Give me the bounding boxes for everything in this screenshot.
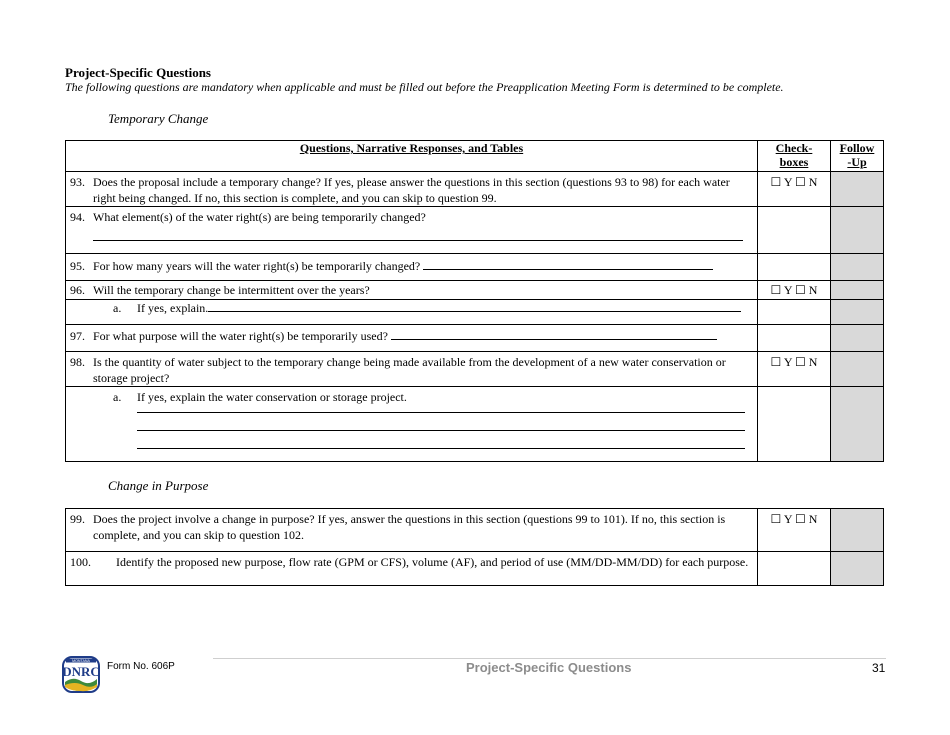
followup-cell — [831, 172, 884, 207]
question-row-95 — [66, 254, 884, 281]
question-text: Does the project involve a change in purpose? If yes, answer the questions in this section (questions 99 to 101). If no, this section is complete, and you can skip to question 102. — [93, 512, 726, 542]
answer-line[interactable] — [391, 328, 717, 340]
followup-cell — [831, 387, 884, 462]
followup-cell — [831, 281, 884, 300]
followup-cell — [831, 552, 884, 586]
yes-no-checkboxes[interactable]: ☐ Y ☐ N — [758, 509, 831, 552]
question-text: If yes, explain the water conservation or storage project. — [137, 390, 407, 404]
followup-cell — [831, 509, 884, 552]
sub-question-letter: a. — [113, 390, 122, 404]
question-row-93 — [66, 172, 884, 207]
followup-cell — [831, 207, 884, 254]
checkbox-cell — [758, 325, 831, 352]
question-row-98 — [66, 352, 884, 387]
followup-cell — [831, 352, 884, 387]
section-title-change-in-purpose: Change in Purpose — [108, 478, 209, 493]
checkbox-cell — [758, 300, 831, 325]
question-row-99 — [66, 509, 884, 552]
question-text: What element(s) of the water right(s) are being temporarily changed? — [93, 210, 426, 224]
question-row-98a — [66, 387, 884, 462]
answer-line[interactable] — [137, 413, 745, 431]
yes-no-checkboxes[interactable]: ☐ Y ☐ N — [758, 352, 831, 387]
form-number: Form No. 606P — [107, 661, 175, 672]
question-number: 95. — [70, 259, 85, 273]
answer-line[interactable] — [93, 225, 743, 241]
answer-line[interactable] — [137, 431, 745, 449]
dnrc-logo-icon — [61, 656, 101, 699]
page-title: Project-Specific Questions — [65, 65, 211, 80]
footer-section-name: Project-Specific Questions — [466, 660, 632, 675]
question-text: For what purpose will the water right(s) be temporarily used? — [93, 329, 388, 343]
temporary-change-table — [65, 140, 884, 462]
intro-text: The following questions are mandatory when applicable and must be filled out before the Preapplication Meeting Form is determined to be complete. — [65, 80, 784, 94]
col-header-checkboxes: Check- boxes — [758, 141, 831, 172]
checkbox-cell — [758, 552, 831, 586]
section-title-temporary-change: Temporary Change — [108, 111, 209, 126]
page-number: 31 — [872, 661, 886, 675]
footer-divider — [213, 658, 886, 659]
question-row-100 — [66, 552, 884, 586]
checkbox-cell — [758, 254, 831, 281]
question-text: Is the quantity of water subject to the temporary change being made available from the development of a new water conservation or storage project? — [93, 355, 726, 385]
question-text: If yes, explain. — [137, 301, 209, 315]
question-number: 98. — [70, 355, 85, 369]
question-row-94 — [66, 207, 884, 254]
answer-line[interactable] — [208, 300, 741, 312]
question-row-96 — [66, 281, 884, 300]
question-text: Will the temporary change be intermittent over the years? — [93, 283, 370, 297]
followup-cell — [831, 325, 884, 352]
followup-cell — [831, 300, 884, 325]
question-text: For how many years will the water right(s) be temporarily changed? — [93, 259, 421, 273]
question-text: Does the proposal include a temporary change? If yes, please answer the questions in this section (questions 93 to 98) for each water right being changed. If no, this section is complete, and you can skip to question 99. — [93, 175, 730, 205]
svg-text:MONTANA: MONTANA — [72, 659, 90, 663]
checkbox-cell — [758, 207, 831, 254]
followup-cell — [831, 254, 884, 281]
question-text: Identify the proposed new purpose, flow rate (GPM or CFS), volume (AF), and period of use (MM/DD-MM/DD) for each purpose. — [116, 555, 749, 569]
change-in-purpose-table — [65, 508, 884, 586]
question-number: 100. — [70, 555, 91, 569]
question-number: 99. — [70, 512, 85, 526]
question-number: 93. — [70, 175, 85, 189]
yes-no-checkboxes[interactable]: ☐ Y ☐ N — [758, 172, 831, 207]
question-number: 96. — [70, 283, 85, 297]
question-row-97 — [66, 325, 884, 352]
yes-no-checkboxes[interactable]: ☐ Y ☐ N — [758, 281, 831, 300]
col-header-followup: Follow -Up — [831, 141, 884, 172]
sub-question-letter: a. — [113, 301, 122, 315]
svg-text:DNRC: DNRC — [62, 664, 100, 679]
col-header-questions: Questions, Narrative Responses, and Tables — [66, 141, 758, 172]
question-number: 94. — [70, 210, 85, 224]
question-number: 97. — [70, 329, 85, 343]
checkbox-cell — [758, 387, 831, 462]
answer-line[interactable] — [423, 258, 713, 270]
answer-line[interactable] — [137, 405, 745, 413]
question-row-96a — [66, 300, 884, 325]
